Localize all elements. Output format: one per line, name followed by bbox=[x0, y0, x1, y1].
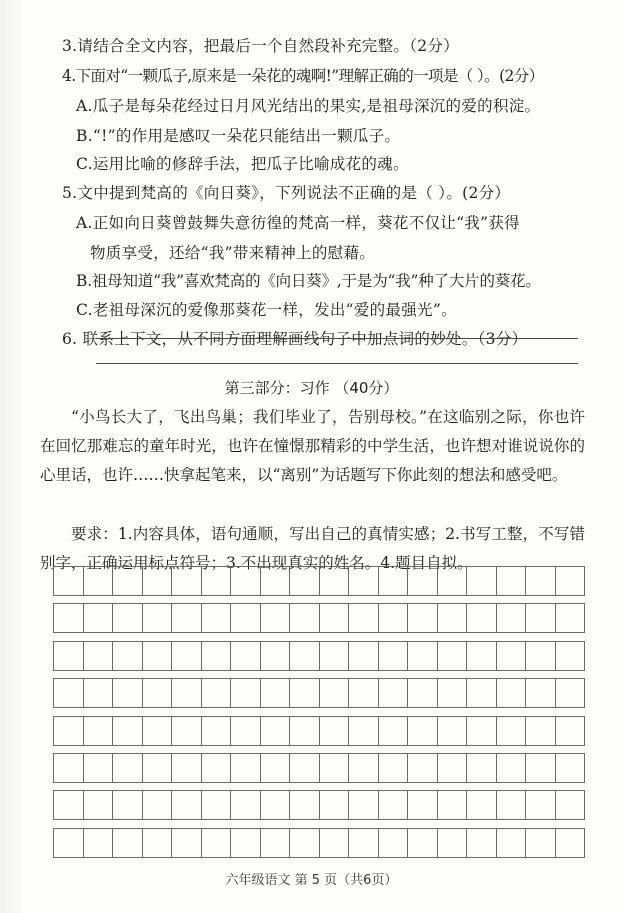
grid-cell[interactable] bbox=[556, 604, 585, 632]
writing-prompt: “小鸟长大了，飞出鸟巢；我们毕业了，告别母校。”在这临别之际，你也许在回忆那难忘的童年时光，也许在憧憬那精彩的中学生活，也许想对谁说说你的心里话，也许……快拿起笔来，以“离别”为话题写下你此刻的想法和感受吧。 bbox=[40, 408, 585, 484]
grid-cell[interactable] bbox=[379, 829, 409, 857]
grid-cell[interactable] bbox=[467, 754, 497, 782]
grid-cell[interactable] bbox=[231, 604, 261, 632]
grid-cell[interactable] bbox=[54, 567, 84, 595]
grid-cell[interactable] bbox=[526, 679, 556, 707]
grid-cell[interactable] bbox=[261, 604, 291, 632]
grid-cell[interactable] bbox=[497, 717, 527, 745]
question-3: 3.请结合全文内容，把最后一个自然段补充完整。（2分） bbox=[62, 37, 460, 55]
grid-cell[interactable] bbox=[408, 642, 438, 670]
question-5-option-b: B.祖母知道“我”喜欢梵高的《向日葵》,于是为“我”种了大片的葵花。 bbox=[76, 272, 541, 290]
grid-cell[interactable] bbox=[54, 679, 84, 707]
grid-cell[interactable] bbox=[438, 754, 468, 782]
question-4-option-c: C.运用比喻的修辞手法，把瓜子比喻成花的魂。 bbox=[76, 155, 409, 173]
grid-cell[interactable] bbox=[290, 567, 320, 595]
grid-cell[interactable] bbox=[143, 717, 173, 745]
question-4-option-b: B.“!”的作用是感叹一朵花只能结出一颗瓜子。 bbox=[76, 127, 401, 145]
grid-cell[interactable] bbox=[261, 791, 291, 819]
grid-cell[interactable] bbox=[172, 791, 202, 819]
grid-cell[interactable] bbox=[143, 791, 173, 819]
grid-cell[interactable] bbox=[261, 717, 291, 745]
grid-cell[interactable] bbox=[202, 679, 232, 707]
grid-cell[interactable] bbox=[497, 604, 527, 632]
grid-cell[interactable] bbox=[231, 642, 261, 670]
grid-cell[interactable] bbox=[172, 829, 202, 857]
question-5: 5.文中提到梵高的《向日葵》，下列说法不正确的是（ ）。(2分） bbox=[62, 184, 511, 202]
writing-requirements: 要求：1.内容具体，语句通顺，写出自己的真情实感；2.书写工整，不写错别字，正确运用标点符号；3.不出现真实的姓名。4.题目自拟。 bbox=[40, 525, 585, 572]
grid-cell[interactable] bbox=[320, 754, 350, 782]
grid-row bbox=[53, 603, 585, 633]
grid-cell[interactable] bbox=[467, 791, 497, 819]
grid-cell[interactable] bbox=[290, 829, 320, 857]
grid-cell[interactable] bbox=[143, 642, 173, 670]
grid-row bbox=[53, 566, 585, 596]
grid-cell[interactable] bbox=[379, 567, 409, 595]
question-4: 4.下面对“一颗瓜子,原来是一朵花的魂啊!”理解正确的一项是（ ）。(2分） bbox=[62, 67, 544, 85]
section-title: 第三部分：习作 （40分） bbox=[224, 379, 399, 397]
grid-cell[interactable] bbox=[556, 679, 585, 707]
question-5-option-c: C.老祖母深沉的爱像那葵花一样，发出“爱的最强光”。 bbox=[76, 301, 457, 319]
grid-row bbox=[53, 753, 585, 783]
grid-cell[interactable] bbox=[290, 679, 320, 707]
grid-cell[interactable] bbox=[379, 604, 409, 632]
question-6: 6. 联系上下文，从不同方面理解画线句子中加点词的妙处。（3分） bbox=[62, 330, 528, 348]
grid-cell[interactable] bbox=[231, 679, 261, 707]
grid-cell[interactable] bbox=[231, 791, 261, 819]
grid-cell[interactable] bbox=[84, 717, 114, 745]
grid-cell[interactable] bbox=[526, 829, 556, 857]
grid-cell[interactable] bbox=[408, 567, 438, 595]
grid-cell[interactable] bbox=[290, 642, 320, 670]
grid-cell[interactable] bbox=[438, 717, 468, 745]
grid-cell[interactable] bbox=[497, 791, 527, 819]
grid-cell[interactable] bbox=[113, 829, 143, 857]
grid-cell[interactable] bbox=[556, 754, 585, 782]
grid-cell[interactable] bbox=[556, 829, 585, 857]
grid-cell[interactable] bbox=[202, 754, 232, 782]
grid-cell[interactable] bbox=[467, 642, 497, 670]
grid-row bbox=[53, 678, 585, 708]
grid-cell[interactable] bbox=[349, 754, 379, 782]
grid-row bbox=[53, 716, 585, 746]
grid-cell[interactable] bbox=[172, 754, 202, 782]
grid-cell[interactable] bbox=[172, 604, 202, 632]
grid-row bbox=[53, 828, 585, 858]
grid-cell[interactable] bbox=[54, 829, 84, 857]
grid-cell[interactable] bbox=[172, 679, 202, 707]
grid-cell[interactable] bbox=[526, 791, 556, 819]
grid-cell[interactable] bbox=[202, 604, 232, 632]
grid-cell[interactable] bbox=[202, 791, 232, 819]
grid-cell[interactable] bbox=[349, 679, 379, 707]
grid-cell[interactable] bbox=[349, 717, 379, 745]
grid-cell[interactable] bbox=[526, 754, 556, 782]
grid-cell[interactable] bbox=[408, 754, 438, 782]
grid-cell[interactable] bbox=[467, 679, 497, 707]
grid-cell[interactable] bbox=[143, 604, 173, 632]
grid-cell[interactable] bbox=[54, 717, 84, 745]
grid-cell[interactable] bbox=[379, 679, 409, 707]
grid-cell[interactable] bbox=[231, 829, 261, 857]
grid-cell[interactable] bbox=[290, 791, 320, 819]
grid-cell[interactable] bbox=[349, 604, 379, 632]
grid-cell[interactable] bbox=[202, 829, 232, 857]
question-5-option-a-line2: 物质享受，还给“我”带来精神上的慰藉。 bbox=[90, 244, 376, 262]
grid-cell[interactable] bbox=[408, 829, 438, 857]
grid-cell[interactable] bbox=[467, 829, 497, 857]
grid-cell[interactable] bbox=[54, 604, 84, 632]
grid-cell[interactable] bbox=[556, 717, 585, 745]
grid-cell[interactable] bbox=[290, 754, 320, 782]
grid-cell[interactable] bbox=[349, 791, 379, 819]
grid-cell[interactable] bbox=[172, 567, 202, 595]
grid-cell[interactable] bbox=[320, 567, 350, 595]
grid-cell[interactable] bbox=[84, 829, 114, 857]
grid-cell[interactable] bbox=[349, 829, 379, 857]
grid-cell[interactable] bbox=[467, 717, 497, 745]
grid-cell[interactable] bbox=[408, 604, 438, 632]
question-5-option-a-line1: A.正如向日葵曾鼓舞失意彷徨的梵高一样，葵花不仅让“我”获得 bbox=[76, 214, 520, 232]
grid-cell[interactable] bbox=[379, 754, 409, 782]
grid-cell[interactable] bbox=[320, 791, 350, 819]
grid-cell[interactable] bbox=[320, 642, 350, 670]
grid-cell[interactable] bbox=[261, 829, 291, 857]
grid-row bbox=[53, 790, 585, 820]
grid-cell[interactable] bbox=[349, 567, 379, 595]
grid-cell[interactable] bbox=[143, 754, 173, 782]
grid-cell[interactable] bbox=[202, 717, 232, 745]
grid-cell[interactable] bbox=[438, 791, 468, 819]
grid-cell[interactable] bbox=[231, 754, 261, 782]
grid-cell[interactable] bbox=[202, 567, 232, 595]
grid-cell[interactable] bbox=[497, 754, 527, 782]
grid-cell[interactable] bbox=[497, 679, 527, 707]
grid-cell[interactable] bbox=[113, 679, 143, 707]
grid-cell[interactable] bbox=[261, 642, 291, 670]
grid-cell[interactable] bbox=[290, 717, 320, 745]
grid-cell[interactable] bbox=[113, 642, 143, 670]
grid-cell[interactable] bbox=[261, 754, 291, 782]
grid-cell[interactable] bbox=[526, 567, 556, 595]
grid-cell[interactable] bbox=[54, 642, 84, 670]
grid-cell[interactable] bbox=[290, 604, 320, 632]
grid-cell[interactable] bbox=[349, 642, 379, 670]
grid-cell[interactable] bbox=[438, 604, 468, 632]
grid-cell[interactable] bbox=[438, 642, 468, 670]
grid-cell[interactable] bbox=[408, 791, 438, 819]
grid-cell[interactable] bbox=[408, 717, 438, 745]
grid-cell[interactable] bbox=[438, 567, 468, 595]
grid-cell[interactable] bbox=[172, 642, 202, 670]
grid-cell[interactable] bbox=[84, 604, 114, 632]
grid-cell[interactable] bbox=[84, 754, 114, 782]
grid-cell[interactable] bbox=[497, 567, 527, 595]
grid-cell[interactable] bbox=[556, 791, 585, 819]
grid-cell[interactable] bbox=[231, 567, 261, 595]
grid-cell[interactable] bbox=[526, 604, 556, 632]
question-4-option-a: A.瓜子是每朵花经过日月风光结出的果实,是祖母深沉的爱的积淀。 bbox=[76, 97, 541, 115]
grid-cell[interactable] bbox=[261, 679, 291, 707]
grid-cell[interactable] bbox=[320, 717, 350, 745]
grid-cell[interactable] bbox=[556, 567, 585, 595]
grid-cell[interactable] bbox=[556, 642, 585, 670]
grid-cell[interactable] bbox=[143, 567, 173, 595]
grid-cell[interactable] bbox=[113, 754, 143, 782]
grid-cell[interactable] bbox=[497, 642, 527, 670]
grid-cell[interactable] bbox=[438, 829, 468, 857]
grid-cell[interactable] bbox=[84, 791, 114, 819]
grid-cell[interactable] bbox=[408, 679, 438, 707]
grid-cell[interactable] bbox=[143, 829, 173, 857]
grid-cell[interactable] bbox=[379, 717, 409, 745]
grid-cell[interactable] bbox=[261, 567, 291, 595]
grid-cell[interactable] bbox=[84, 679, 114, 707]
grid-cell[interactable] bbox=[84, 567, 114, 595]
grid-cell[interactable] bbox=[54, 754, 84, 782]
grid-cell[interactable] bbox=[467, 604, 497, 632]
grid-cell[interactable] bbox=[320, 829, 350, 857]
grid-cell[interactable] bbox=[113, 567, 143, 595]
grid-cell[interactable] bbox=[497, 829, 527, 857]
answer-line-2[interactable] bbox=[96, 363, 578, 364]
grid-cell[interactable] bbox=[379, 791, 409, 819]
grid-cell[interactable] bbox=[467, 567, 497, 595]
grid-cell[interactable] bbox=[143, 679, 173, 707]
scan-page-edge bbox=[0, 0, 22, 913]
answer-line-1[interactable] bbox=[96, 338, 578, 339]
grid-cell[interactable] bbox=[438, 679, 468, 707]
grid-row bbox=[53, 641, 585, 671]
grid-cell[interactable] bbox=[113, 791, 143, 819]
grid-cell[interactable] bbox=[526, 717, 556, 745]
grid-cell[interactable] bbox=[202, 642, 232, 670]
grid-cell[interactable] bbox=[526, 642, 556, 670]
grid-cell[interactable] bbox=[84, 642, 114, 670]
grid-cell[interactable] bbox=[113, 604, 143, 632]
grid-cell[interactable] bbox=[172, 717, 202, 745]
page-footer: 六年级语文 第 5 页（共6页） bbox=[225, 873, 398, 888]
grid-cell[interactable] bbox=[379, 642, 409, 670]
grid-cell[interactable] bbox=[231, 717, 261, 745]
grid-cell[interactable] bbox=[320, 604, 350, 632]
grid-cell[interactable] bbox=[113, 717, 143, 745]
grid-cell[interactable] bbox=[320, 679, 350, 707]
grid-cell[interactable] bbox=[54, 791, 84, 819]
writing-grid[interactable] bbox=[53, 566, 585, 865]
